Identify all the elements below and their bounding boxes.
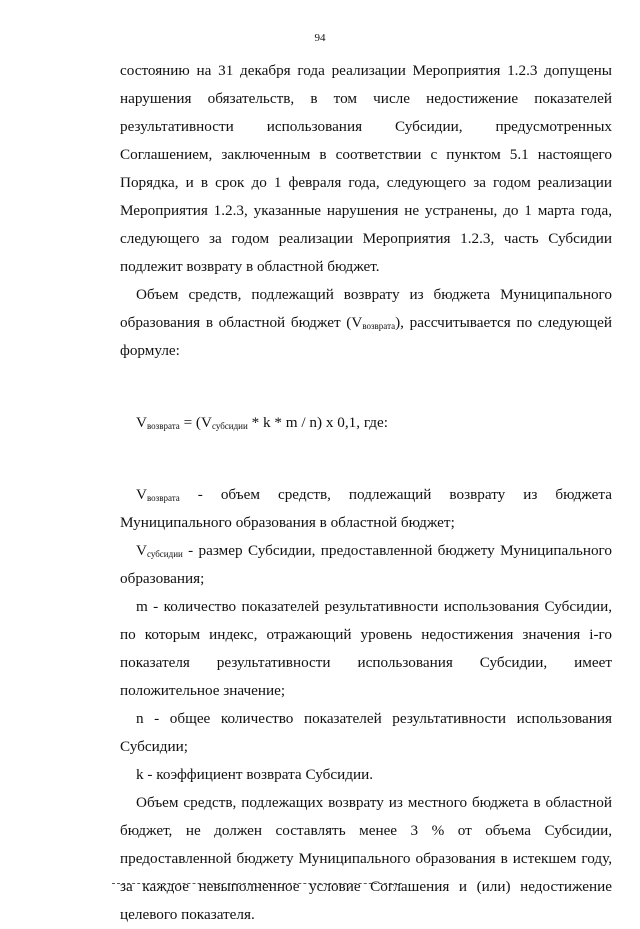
paragraph-refund-volume: [120, 281, 612, 365]
formula-subscript-vozvrata: возврата: [146, 421, 180, 431]
text-fragment: Объем средств, подлежащий возврату из бюджета Муниципального образования в областной бюджет (V: [120, 286, 612, 331]
formula-text: * k * m / n) х 0,1, где:: [247, 414, 388, 431]
scan-edge-line: [112, 883, 402, 884]
formula-subscript-subsidii: субсидии: [211, 421, 248, 431]
definition-subscript: субсидии: [146, 549, 183, 559]
definition-v-vozvrata: [120, 481, 612, 537]
subscript-vozvrata: возврата: [362, 321, 396, 331]
definition-n: n - общее количество показателей результативности использования Субсидии;: [120, 710, 612, 755]
definition-subscript: возврата: [146, 493, 180, 503]
definition-text: - объем средств, подлежащий возврату из бюджета Муниципального образования в областной бюджет;: [120, 486, 612, 531]
definition-m: m - количество показателей результативности использования Субсидии, по которым индекс, отражающий уровень недостижения значения i-го показателя результативности использования Субсидии, имеет положительное значение;: [120, 598, 612, 699]
definition-v-subsidii: [120, 537, 612, 593]
formula-variable: V: [136, 414, 147, 431]
formula-text: = (V: [179, 414, 212, 431]
definition-variable: V: [136, 486, 147, 503]
refund-formula: [120, 409, 612, 437]
paragraph-minimum-refund: Объем средств, подлежащих возврату из местного бюджета в областной бюджет, не должен составлять менее 3 % от объема Субсидии, предоставленной бюджету Муниципального образования в истекшем году, за каждое невыполненное условие Соглашения и (или) недостижение целевого показателя.: [120, 794, 612, 923]
definition-text: - размер Субсидии, предоставленной бюджету Муниципального образования;: [120, 542, 612, 587]
paragraph-refund-condition: состоянию на 31 декабря года реализации Мероприятия 1.2.3 допущены нарушения обязательств, в том числе недостижение показателей результативности использования Субсидии, предусмотренных Соглашением, заключенным в соответствии с пунктом 5.1 настоящего Порядка, и в срок до 1 февраля года, следующего за годом реализации Мероприятия 1.2.3, указанные нарушения не устранены, до 1 марта года, следующего за годом реализации Мероприятия 1.2.3, часть Субсидии подлежит возврату в областной бюджет.: [120, 62, 612, 275]
page-number: 94: [314, 32, 326, 44]
definition-variable: V: [136, 542, 147, 559]
text-fragment: ), рассчитывается по следующей формуле:: [120, 314, 612, 359]
document-body: [120, 57, 612, 929]
definition-k: k - коэффициент возврата Субсидии.: [136, 766, 373, 783]
